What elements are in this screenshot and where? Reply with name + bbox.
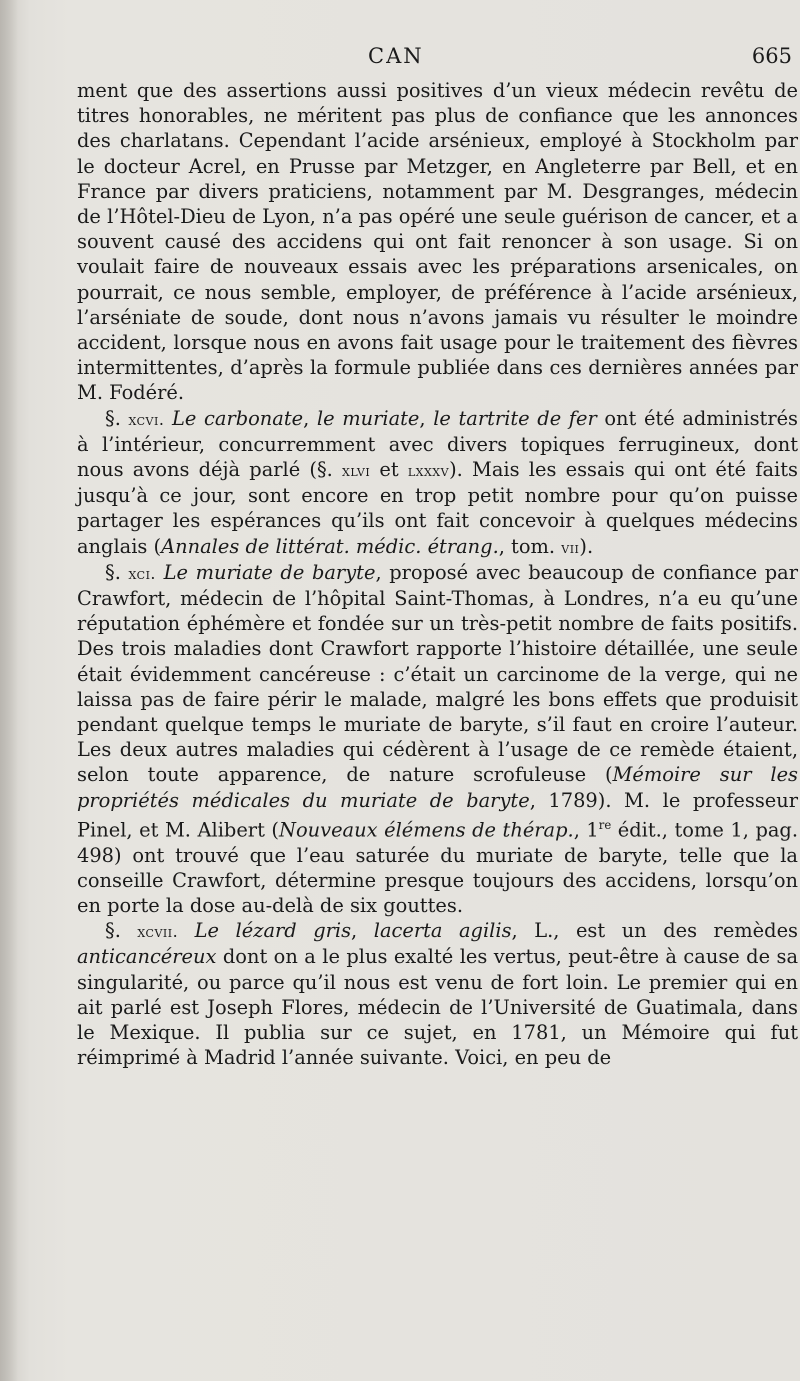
text-run: ment que des assertions aussi positives d’un vieux médecin revêtu de titres honorables, ne méritent pas plus de confiance que les annonces des charlatans. Cependant l’acide arsénieux, employé à Stockholm par le docteur Acrel, en Prusse par Metzger, en Angleterre par Bell, et en France par divers praticiens, notamment par M. Desgranges, médecin de l’Hôtel-Dieu de Lyon, n’a pas opéré une seule guérison de cancer, et a souvent causé des accidens qui ont fait renoncer à son usage. Si on voulait faire de nouveaux essais avec les préparations arsenicales, on pourrait, ce nous semble, employer, de préférence à l’acide arsénieux, l’arséniate de soude, dont nous n’avons jamais vu résulter le moindre accident, lorsque nous en avons fait usage pour le traitement des fièvres intermittentes, d’après la formule publiée dans ces dernières années par M. Fodéré. <box>77 79 798 405</box>
italic-run: Le lézard gris <box>194 919 352 943</box>
small-caps-run: xcvii. <box>137 922 179 942</box>
text-run: dont on a le plus exalté les vertus, peut-être à cause de sa singularité, ou parce qu’il nous est venu de fort loin. Le premier qui en ait parlé est Joseph Flores, médecin de l’Université de Guatimala, dans le Mexique. Il publia sur ce sujet, en 1781, un Mémoire qui fut réimprimé à Madrid l’année suivante. Voici, en peu de <box>77 945 798 1070</box>
text-run: ). <box>579 534 594 558</box>
text-run <box>164 407 172 430</box>
text-run: ont été administrés à l’intérieur, concurremment avec divers topiques ferrugineux, dont nous avons déjà parlé (§. <box>77 406 799 482</box>
italic-run: Nouveaux élémens de thérap. <box>279 818 574 842</box>
small-caps-run: xcvi. <box>128 409 165 429</box>
text-run: , 1 <box>573 818 599 842</box>
italic-run: anticancéreux <box>77 945 217 969</box>
superscript-run: re <box>598 817 612 832</box>
running-title: CAN <box>368 44 424 68</box>
italic-run: lacerta agilis <box>373 919 512 943</box>
text-run: §. <box>105 406 129 430</box>
small-caps-run: lxxxv <box>407 461 450 481</box>
small-caps-run: xlvi <box>342 461 371 481</box>
italic-run: Le carbonate <box>172 406 304 430</box>
text-run: ). Mais les essais qui ont été faits jusqu’à ce jour, sont encore en trop petit nombre pour qu’on puisse partager les espérances qu’ils ont fait concevoir à quelques médecins anglais ( <box>77 458 798 558</box>
body-text <box>77 78 798 1070</box>
italic-run: Annales de littérat. médic. étrang. <box>161 534 499 558</box>
binding-shadow <box>0 0 18 1381</box>
text-run: §. <box>105 560 129 584</box>
running-head <box>0 44 800 74</box>
text-run: , <box>419 406 434 430</box>
text-run: édit., tome 1, pag. 498) ont trouvé que l’eau saturée du muriate de baryte, telle que la conseille Crawfort, détermine presque toujours des accidens, lorsqu’on en porte la dose au-delà de six gouttes. <box>77 818 798 917</box>
text-run: , tom. <box>498 534 562 558</box>
italic-run: le tartrite de fer <box>433 406 597 430</box>
text-run <box>178 919 195 942</box>
text-run: , proposé avec beaucoup de confiance par Crawfort, médecin de l’hôpital Saint-Thomas, à Londres, n’a eu qu’une réputation éphémère et fondée sur un très-petit nombre de faits positifs. Des trois maladies dont Crawfort rapporte l’histoire détaillée, une seule était évidemment cancéreuse : c’était un carcinome de la verge, qui ne laissa pas de faire périr le malade, malgré les bons effets que produisit pendant quelque temps le muriate de baryte, s’il faut en croire l’auteur. Les deux autres maladies qui cédèrent à l’usage de ce remède étaient, selon toute apparence, de nature scrofuleuse ( <box>77 560 799 787</box>
paragraph-continuation <box>77 78 798 406</box>
italic-run: Mémoire sur les propriétés médicales du muriate de baryte <box>77 763 798 812</box>
text-run: , <box>303 406 317 430</box>
paragraph-section-xcvi <box>77 406 798 560</box>
italic-run: Le muriate de baryte <box>163 560 376 584</box>
text-run: , 1789). M. le professeur Pinel, et M. Alibert ( <box>77 788 798 842</box>
paragraph-section-xcvii <box>77 918 798 1070</box>
text-run <box>156 561 164 584</box>
text-run: §. <box>105 919 138 943</box>
text-run: , <box>351 919 374 943</box>
text-run: et <box>370 458 408 482</box>
small-caps-run: vii <box>561 537 580 557</box>
paragraph-section-xci <box>77 560 798 918</box>
italic-run: le muriate <box>316 406 420 430</box>
page-number: 665 <box>751 44 792 68</box>
text-run: , L., est un des remèdes <box>511 919 799 943</box>
small-caps-run: xci. <box>128 563 156 583</box>
